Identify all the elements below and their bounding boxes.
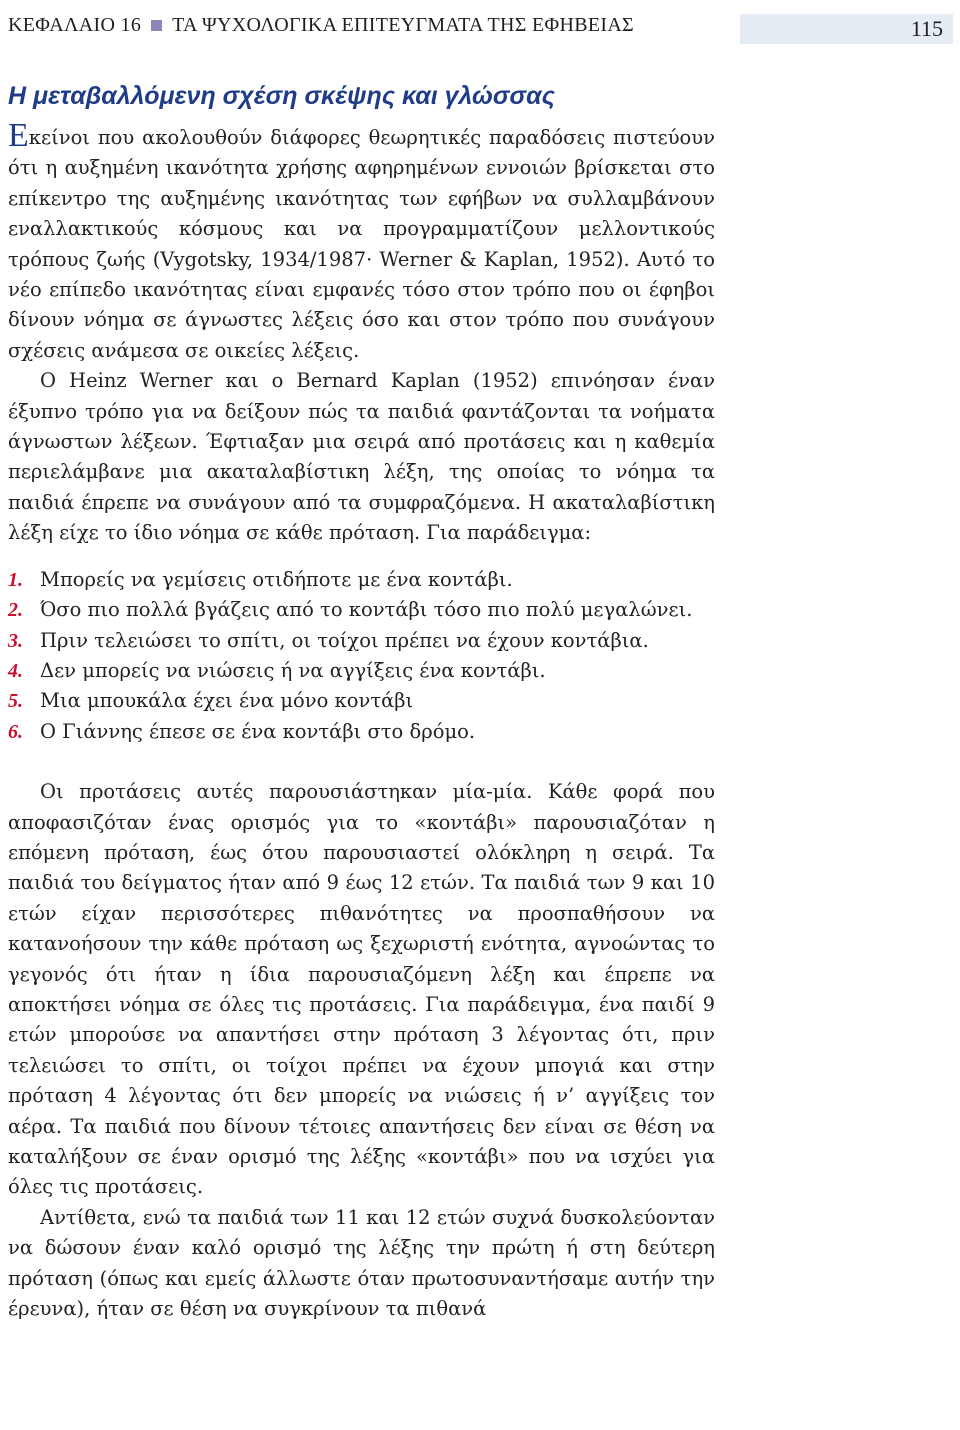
list-item (8, 626, 715, 656)
item-text: Μια μπουκάλα έχει ένα μόνο κοντάβι (40, 689, 414, 713)
list-item (8, 686, 715, 716)
item-number: 2. (8, 599, 23, 622)
square-separator-icon (151, 20, 162, 31)
chapter-label: ΚΕΦΑΛΑΙΟ 16 (8, 14, 142, 36)
list-item (8, 656, 715, 686)
item-text: Μπορείς να γεμίσεις οτιδήποτε με ένα κοντάβι. (40, 567, 513, 591)
paragraph-4: Αντίθετα, ενώ τα παιδιά των 11 και 12 ετών συχνά δυσκολεύονταν να δώσουν έναν καλό ορισμό της λέξης την πρώτη ή στη δεύτερη πρόταση (όπως και εμείς άλλωστε όταν πρωτοσυναντήσαμε αυτήν την έρευνα), ήταν σε θέση να συγκρίνουν τα πιθανά (8, 1205, 715, 1321)
running-head (8, 14, 634, 37)
chapter-title: ΤΑ ΨΥΧΟΛΟΓΙΚΑ ΕΠΙΤΕΥΓΜΑΤΑ ΤΗΣ ΕΦΗΒΕΙΑΣ (172, 14, 635, 36)
item-number: 4. (8, 659, 23, 682)
running-header (8, 12, 953, 41)
paragraph-1-text: κείνοι που ακολουθούν διάφορες θεωρητικές παραδόσεις πιστεύουν ότι η αυξημένη ικανότητα χρήσης αφηρημένων εννοιών βρίσκεται στο επίκεντρο της αυξημένης ικανότητας των εφήβων να συλλαμβάνουν εναλλακτικούς κόσμους και να προγραμματίζουν μελλοντικούς τρόπους ζωής (Vygotsky, 1934/1987· Werner & Kaplan, 1952). Αυτό το νέο επίπεδο ικανότητας είναι εμφανές τόσο στον τρόπο που οι έφηβοι δίνουν νόημα σε άγνωστες λέξεις όσο και στον τρόπο που συνάγουν σχέσεις ανάμεσα σε οικείες λέξεις. (8, 126, 715, 362)
item-number: 6. (8, 720, 23, 743)
paragraph-3: Οι προτάσεις αυτές παρουσιάστηκαν μία-μία. Κάθε φορά που αποφασιζόταν ένας ορισμός για το «κοντάβι» παρουσιαζόταν η επόμενη πρόταση, έως ότου παρουσιαστεί ολόκληρη η σειρά. Τα παιδιά του δείγματος ήταν από 9 έως 12 ετών. Τα παιδιά των 9 και 10 ετών είχαν περισσότερες πιθανότητες να προσπαθήσουν να κατανοήσουν την κάθε πρόταση ως ξεχωριστή ενότητα, αγνοώντας το γεγονός ότι ήταν η ίδια παρουσιαζόμενη λέξη και έπρεπε να αποκτήσει νόημα σε όλες τις προτάσεις. Για παράδειγμα, ένα παιδί 9 ετών μπορούσε να απαντήσει στην πρόταση 3 λέγοντας ότι, πριν τελειώσει το σπίτι, οι τοίχοι πρέπει να έχουν μπογιά και στην πρόταση 4 λέγοντας ότι δεν μπορείς να νιώσεις ή ν’ αγγίξεις τον αέρα. Τα παιδιά που δίνουν τέτοιες απαντήσεις δεν είναι σε θέση να καταλήξουν σε έναν ορισμό της λέξης «κοντάβι» που να ισχύει για όλες τις προτάσεις. (8, 780, 715, 1199)
list-item (8, 717, 715, 747)
item-text: Ο Γιάννης έπεσε σε ένα κοντάβι στο δρόμο. (40, 719, 476, 743)
drop-cap: Ε (8, 117, 29, 154)
list-item (8, 565, 715, 595)
list-item (8, 595, 715, 625)
page-number: 115 (740, 14, 953, 44)
item-text: Πριν τελειώσει το σπίτι, οι τοίχοι πρέπει να έχουν κοντάβια. (40, 628, 649, 652)
paragraph-2: Ο Heinz Werner και ο Bernard Kaplan (1952) επινόησαν έναν έξυπνο τρόπο για να δείξουν πώς τα παιδιά φαντάζονται τα νοήματα άγνωστων λέξεων. Έφτιαξαν μια σειρά από προτάσεις και η καθεμία περιελάμβανε μια ακαταλαβίστικη λέξη, της οποίας το νόημα τα παιδιά έπρεπε να συνάγουν από τα συμφραζόμενα. Η ακαταλαβίστικη λέξη είχε το ίδιο νόημα σε κάθε πρόταση. Για παράδειγμα: (8, 369, 715, 545)
example-sentences-list (8, 565, 715, 747)
spacer (8, 747, 715, 777)
item-text: Δεν μπορείς να νιώσεις ή να αγγίξεις ένα κοντάβι. (40, 658, 546, 682)
item-number: 5. (8, 690, 23, 713)
item-number: 1. (8, 568, 23, 591)
item-number: 3. (8, 629, 23, 652)
item-text: Όσο πιο πολλά βγάζεις από το κοντάβι τόσο πιο πολύ μεγαλώνει. (40, 598, 693, 622)
paragraph-1 (8, 117, 715, 366)
body-text (8, 117, 715, 1324)
section-title: Η μεταβαλλόμενη σχέση σκέψης και γλώσσας (8, 82, 555, 110)
